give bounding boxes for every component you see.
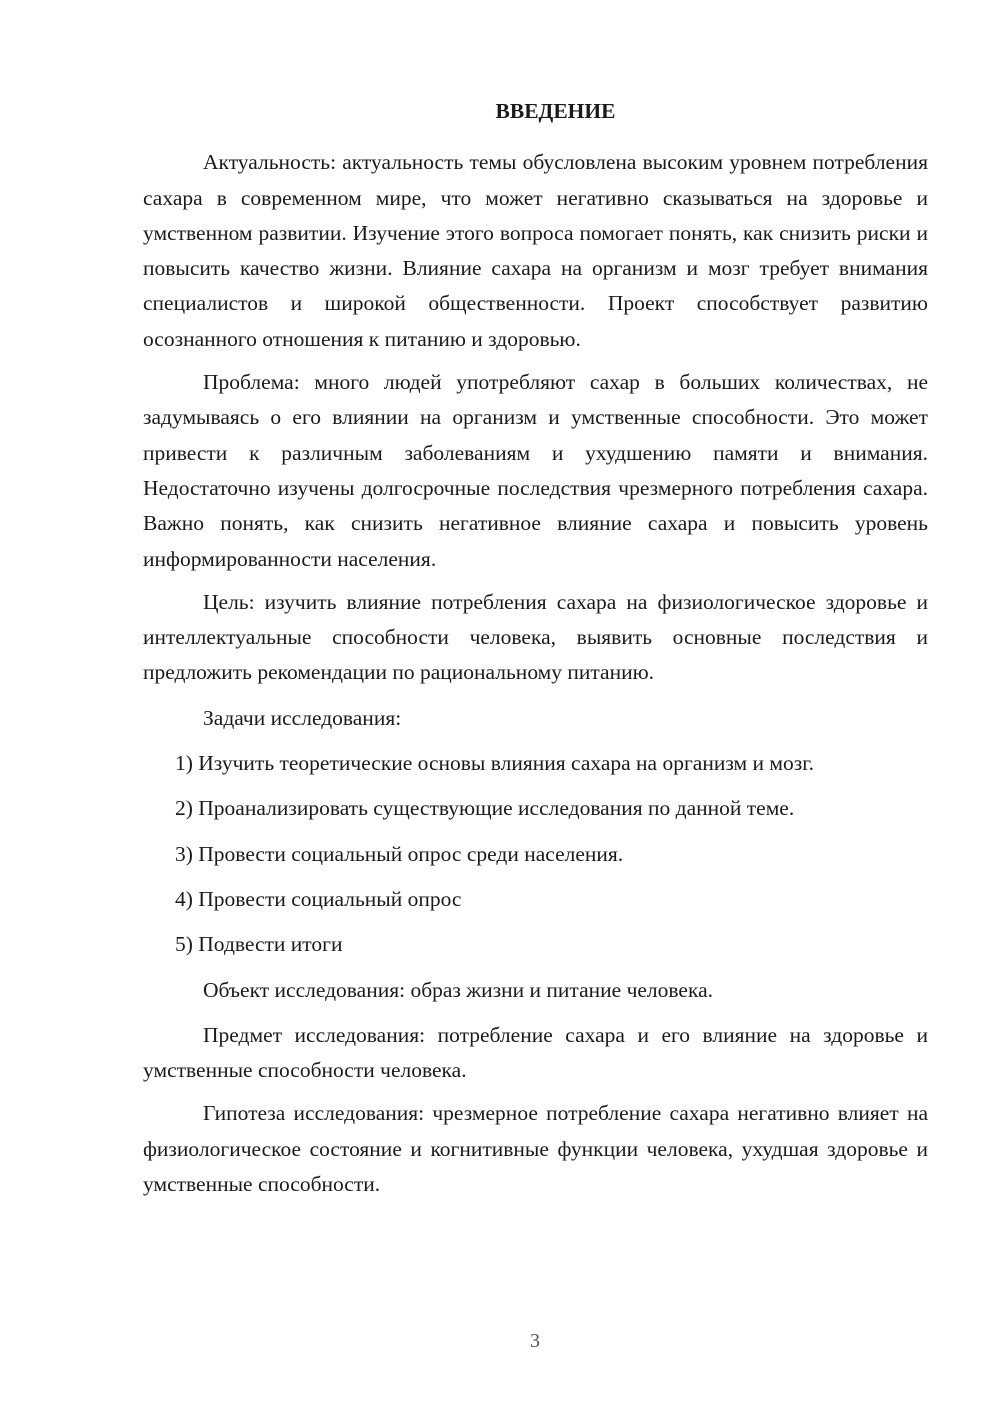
subject-paragraph: Предмет исследования: потребление сахара и его влияние на здоровье и умственные способности человека. — [143, 1022, 928, 1083]
task-item: 1) Изучить теоретические основы влияния сахара на организм и мозг. — [175, 751, 814, 776]
hypothesis-paragraph: Гипотеза исследования: чрезмерное потребление сахара негативно влияет на физиологическое состояние и когнитивные функции человека, ухудшая здоровье и умственные способности. — [143, 1101, 928, 1197]
task-item: 5) Подвести итоги — [175, 932, 343, 957]
task-item: 2) Проанализировать существующие исследования по данной теме. — [175, 796, 795, 821]
document-body — [143, 94, 928, 1210]
tasks-heading: Задачи исследования: — [203, 705, 402, 730]
task-item: 3) Провести социальный опрос среди населения. — [175, 841, 624, 866]
section-title: ВВЕДЕНИЕ — [495, 99, 616, 123]
object-paragraph: Объект исследования: образ жизни и питание человека. — [203, 977, 714, 1002]
page-number: 3 — [530, 1330, 540, 1352]
relevance-paragraph: Актуальность: актуальность темы обусловлена высоким уровнем потребления сахара в современном мире, что может негативно сказываться на здоровье и умственном развитии. Изучение этого вопроса помогает понять, как снизить риски и повысить качество жизни. Влияние сахара на организм и мозг требует внимания специалистов и широкой общественности. Проект способствует развитию осознанного отношения к питанию и здоровью. — [143, 150, 928, 351]
task-item: 4) Провести социальный опрос — [175, 886, 462, 911]
problem-paragraph: Проблема: много людей употребляют сахар в больших количествах, не задумываясь о его влиянии на организм и умственные способности. Это может привести к различным заболеваниям и ухудшению памяти и внимания. Недостаточно изучены долгосрочные последствия чрезмерного потребления сахара. Важно понять, как снизить негативное влияние сахара и повысить уровень информированности населения. — [143, 370, 928, 571]
goal-paragraph: Цель: изучить влияние потребления сахара на физиологическое здоровье и интеллектуальные способности человека, выявить основные последствия и предложить рекомендации по рациональному питанию. — [143, 589, 928, 685]
